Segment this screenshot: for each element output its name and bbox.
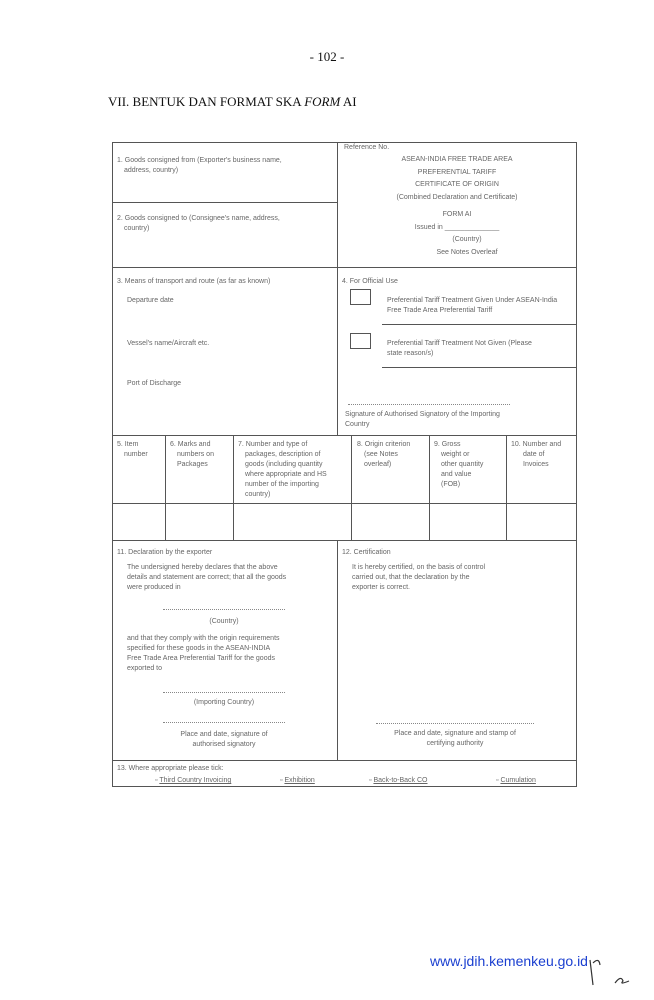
- departure-date-label: Departure date: [127, 297, 174, 304]
- box2-label: 2. Goods consigned to (Consignee's name, address, country): [117, 215, 280, 232]
- importing-country-label: (Importing Country): [193, 699, 255, 706]
- handwritten-initials-icon: [585, 955, 635, 995]
- box4-title: 4. For Official Use: [342, 278, 398, 285]
- col-invoices: 10. Number and date of Invoices: [511, 441, 562, 468]
- box1-label: 1. Goods consigned from (Exporter's business name, address, country): [117, 157, 282, 174]
- certification-text: It is hereby certified, on the basis of control carried out, that the declaration by the exporter is correct.: [352, 564, 486, 591]
- port-label: Port of Discharge: [127, 380, 182, 387]
- compliance-text: and that they comply with the origin requirements specified for these goods in the ASEAN-INDIA Free Trade Area Preferential Tariff for the goods exported to: [127, 635, 280, 672]
- box12-title: 12. Certification: [342, 549, 391, 556]
- country-label: (Country): [209, 618, 239, 625]
- col-item-number: 5. Item number: [117, 441, 148, 458]
- treatment-given-label: Preferential Tariff Treatment Given Under ASEAN-India Free Trade Area Preferential Tariff: [387, 297, 558, 314]
- vessel-label: Vessel's name/Aircraft etc.: [127, 340, 210, 347]
- declaration-text: The undersigned hereby declares that the above details and statement are correct; that all the goods were produced in: [127, 564, 287, 591]
- box11-title: 11. Declaration by the exporter: [117, 549, 213, 556]
- treatment-not-given-checkbox[interactable]: [350, 333, 371, 349]
- authority-signature-label: Place and date, signature and stamp of certifying authority: [394, 730, 516, 747]
- heading-italic: FORM: [304, 94, 341, 109]
- reference-no: Reference No.: [344, 144, 390, 151]
- heading-suffix: AI: [340, 94, 357, 109]
- exporter-signature-label: Place and date, signature of authorised signatory: [180, 731, 268, 748]
- box13-title: 13. Where appropriate please tick:: [117, 765, 224, 772]
- heading-text: VII. BENTUK DAN FORMAT SKA: [108, 94, 305, 109]
- col-marks: 6. Marks and numbers on Packages: [170, 441, 214, 468]
- issued-in: Issued in ______________: [414, 223, 500, 231]
- option-cumulation[interactable]: ▫ Cumulation: [496, 777, 536, 784]
- treatment-given-checkbox[interactable]: [350, 289, 371, 305]
- option-third-country[interactable]: ▫ Third Country Invoicing: [155, 777, 232, 784]
- option-back-to-back[interactable]: ▫ Back-to-Back CO: [369, 777, 428, 784]
- form-name: FORM AI: [442, 211, 472, 218]
- page-number: - 102 -: [309, 49, 345, 64]
- col-description: 7. Number and type of packages, description of goods (including quantity where appropriate and HS number of the importing country): [238, 441, 327, 498]
- treatment-not-given-label: Preferential Tariff Treatment Not Given (Please state reason/s): [387, 340, 532, 357]
- box3-title: 3. Means of transport and route (as far as known): [117, 278, 271, 285]
- footer-link[interactable]: www.jdih.kemenkeu.go.id: [430, 953, 588, 969]
- col-gross-weight: 9. Gross weight or other quantity and value (FOB): [434, 441, 484, 488]
- option-exhibition[interactable]: ▫ Exhibition: [280, 777, 315, 784]
- col-origin: 8. Origin criterion (see Notes overleaf): [357, 441, 411, 468]
- importing-signature-label: Signature of Authorised Signatory of the Importing Country: [345, 411, 500, 428]
- certificate-title: ASEAN-INDIA FREE TRADE AREA PREFERENTIAL TARIFF CERTIFICATE OF ORIGIN (Combined Declaration and Certificate) FORM AI Issued in ______________ (Country) See Notes Overleaf: [338, 154, 576, 259]
- section-heading: [108, 94, 357, 110]
